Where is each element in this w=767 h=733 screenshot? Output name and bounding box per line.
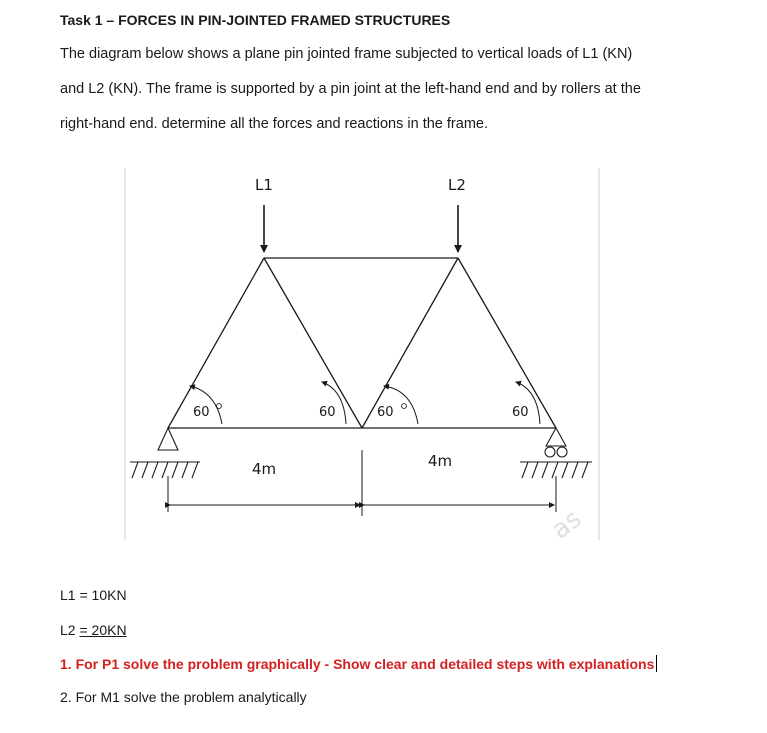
load-label-right: L2 (448, 176, 466, 194)
angle-label-3: 60 (377, 405, 394, 420)
member-left-outer (168, 258, 264, 428)
load-value-l2 (60, 622, 127, 638)
task-title: Task 1 – FORCES IN PIN-JOINTED FRAMED STRUCTURES (60, 12, 451, 28)
degree-mark-1 (217, 404, 222, 409)
pin-support-left (130, 428, 200, 478)
roller-support-right (520, 428, 592, 478)
question-1-text: 1. For P1 solve the problem graphically - Show clear and detailed steps with explanations (60, 656, 655, 672)
intro-line-1: The diagram below shows a plane pin jointed frame subjected to vertical loads of L1 (KN) (60, 46, 633, 62)
member-right-outer (458, 258, 556, 428)
question-2: 2. For M1 solve the problem analytically (60, 689, 307, 705)
intro-line-3: right-hand end. determine all the forces and reactions in the frame. (60, 116, 488, 132)
span-label-left: 4m (252, 460, 277, 478)
load-value-l2-value: = 20KN (79, 622, 127, 638)
load-value-l1: L1 = 10KN (60, 587, 127, 603)
question-1 (60, 655, 657, 672)
load-label-left: L1 (255, 176, 273, 194)
angle-label-1: 60 (193, 405, 210, 420)
degree-mark-3 (402, 404, 407, 409)
intro-line-2: and L2 (KN). The frame is supported by a pin joint at the left-hand end and by rollers at the (60, 81, 641, 97)
watermark-text: as (545, 503, 588, 546)
angle-label-4: 60 (512, 405, 529, 420)
member-left-inner (264, 258, 362, 428)
text-cursor (656, 655, 657, 672)
load-value-l2-prefix: L2 (60, 622, 80, 638)
angle-label-2: 60 (319, 405, 336, 420)
span-label-right: 4m (428, 452, 453, 470)
